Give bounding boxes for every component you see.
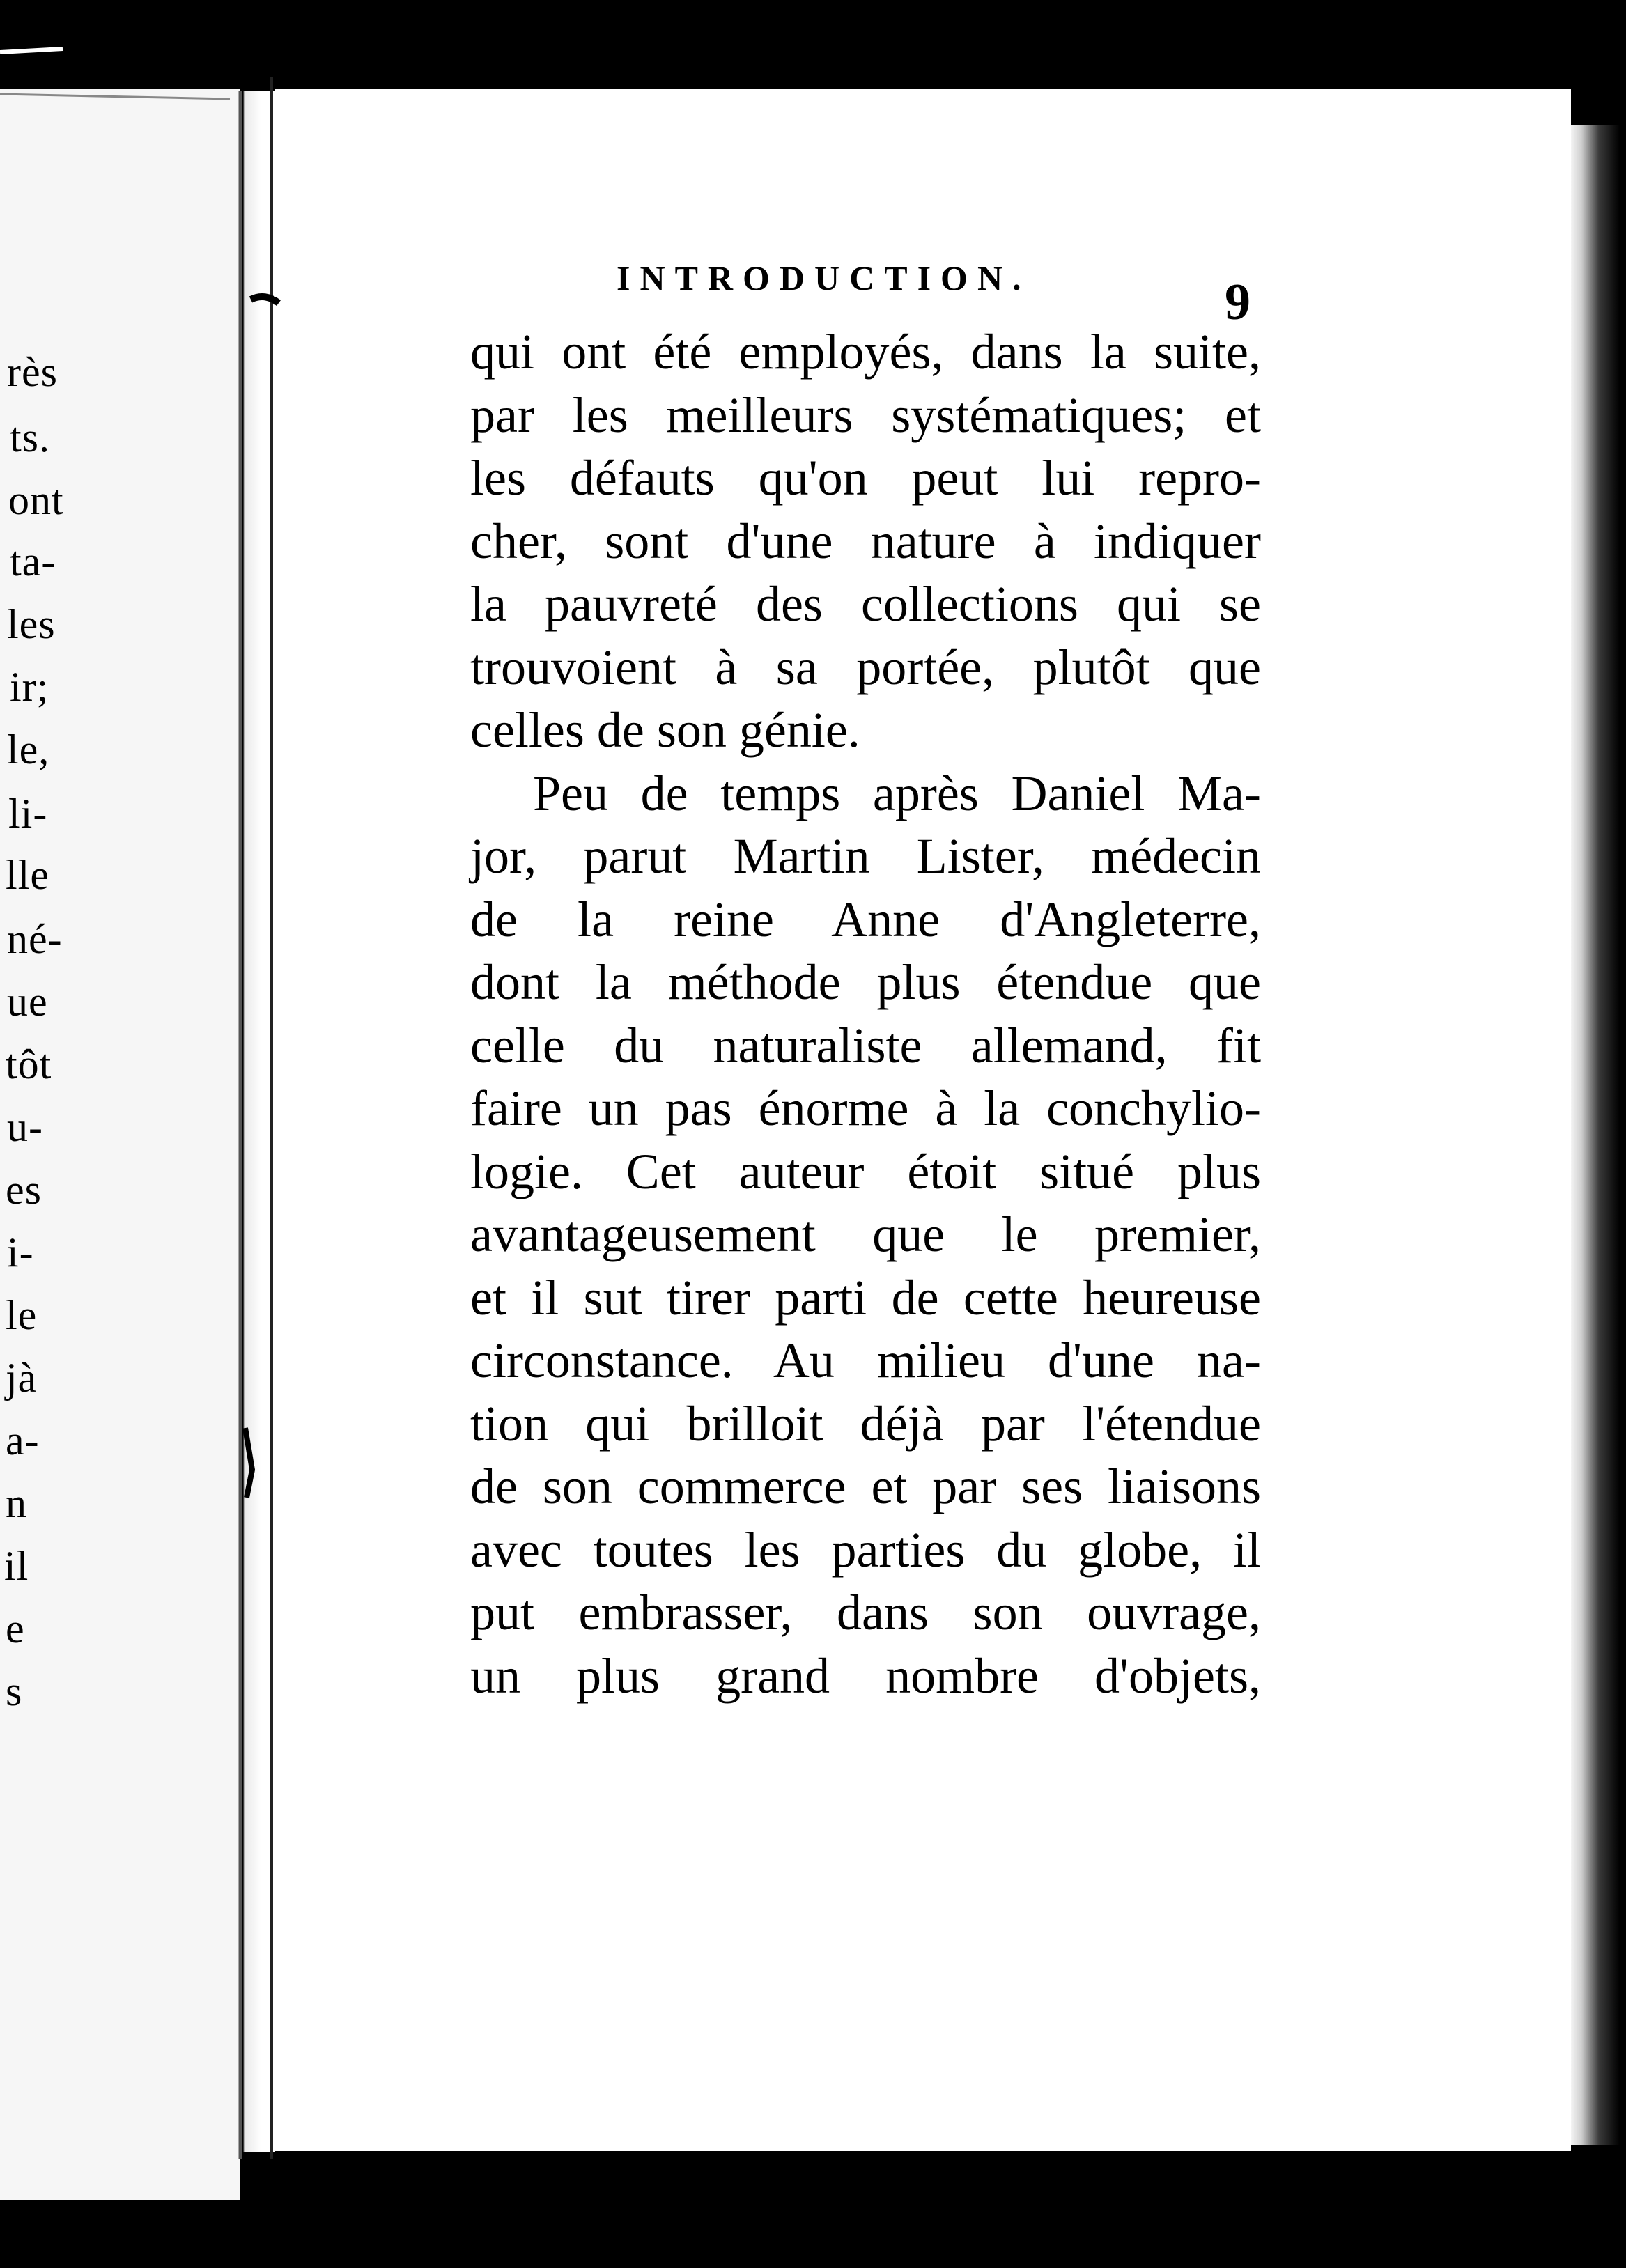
left-line: tôt	[6, 1041, 52, 1087]
text-line: et il sut tirer parti de cette heureuse	[470, 1269, 1261, 1326]
text-line: la pauvreté des collections qui se	[470, 576, 1261, 632]
text-line: jor, parut Martin Lister, médecin	[470, 828, 1261, 884]
left-line: lle	[6, 852, 49, 898]
text-line: avantageusement que le premier,	[470, 1206, 1261, 1262]
left-line: e	[6, 1606, 25, 1652]
page-body	[470, 320, 1261, 1707]
text-line: faire un pas énorme à la conchylio-	[470, 1080, 1261, 1136]
text-line: avec toutes les parties du globe, il	[470, 1521, 1261, 1578]
left-line: le,	[7, 727, 50, 772]
text-line: trouvoient à sa portée, plutôt que	[470, 639, 1261, 695]
left-line: u-	[7, 1104, 43, 1150]
text-line: celle du naturaliste allemand, fit	[470, 1017, 1261, 1073]
text-line: dont la méthode plus étendue que	[470, 954, 1261, 1010]
left-line: rès	[7, 349, 58, 395]
left-line: ue	[7, 979, 48, 1025]
left-line: jà	[6, 1355, 38, 1401]
left-line: es	[6, 1167, 42, 1213]
text-line: cher, sont d'une nature à indiquer	[470, 513, 1261, 569]
text-line: put embrasser, dans son ouvrage,	[470, 1585, 1261, 1640]
left-line: n	[6, 1480, 27, 1526]
text-line: circonstance. Au milieu d'une na-	[470, 1333, 1261, 1388]
left-line: li-	[8, 791, 48, 837]
left-line: né-	[7, 916, 63, 962]
text-line: par les meilleurs systématiques; et	[470, 387, 1261, 443]
left-line: le	[6, 1292, 38, 1338]
text-line: qui ont été employés, dans la suite,	[470, 324, 1261, 380]
text-line: de son commerce et par ses liaisons	[470, 1459, 1261, 1514]
left-line: ir;	[10, 664, 49, 710]
left-line: les	[7, 601, 56, 647]
left-line: s	[6, 1668, 23, 1714]
left-line: i-	[7, 1229, 34, 1275]
left-line: ta-	[10, 538, 56, 584]
left-line: ont	[8, 477, 64, 523]
text-line: celles de son génie.	[470, 702, 860, 758]
page-number: 9	[1225, 274, 1251, 331]
left-line: il	[4, 1543, 29, 1589]
text-line: Peu de temps après Daniel Ma-	[533, 765, 1261, 821]
text-line: logie. Cet auteur étoit situé plus	[470, 1143, 1261, 1199]
text-line: les défauts qu'on peut lui repro-	[470, 450, 1261, 506]
left-line: a-	[6, 1418, 40, 1463]
text-line: un plus grand nombre d'objets,	[470, 1647, 1261, 1704]
text-line: tion qui brilloit déjà par l'étendue	[470, 1395, 1261, 1452]
running-header: INTRODUCTION.	[617, 258, 1031, 297]
text-line: de la reine Anne d'Angleterre,	[470, 891, 1261, 947]
left-line: ts.	[10, 414, 51, 460]
